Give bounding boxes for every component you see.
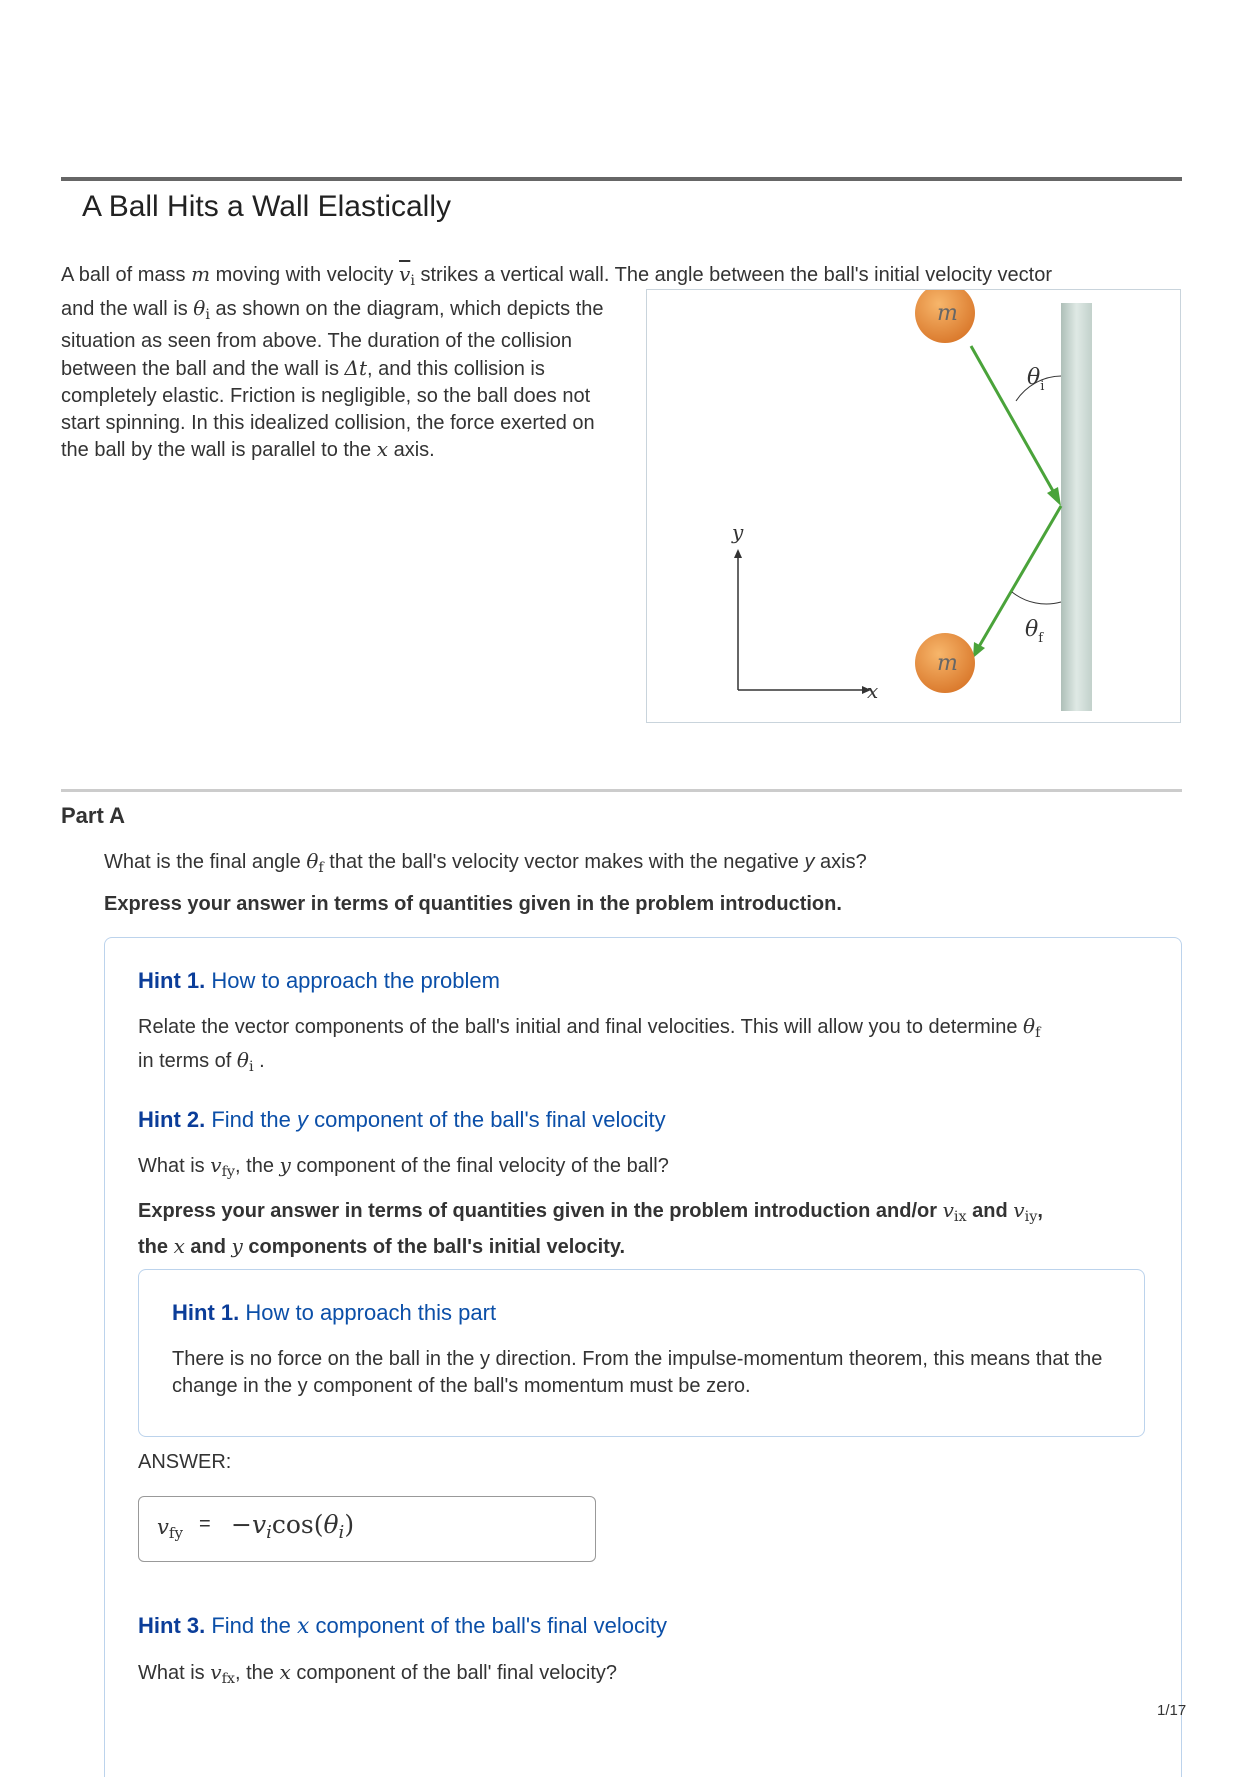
page-title: A Ball Hits a Wall Elastically [82, 190, 451, 223]
theta-f-symbol: $\theta_f$ [306, 849, 324, 877]
y-axis-label: y [732, 520, 744, 544]
theta-f-arc [1012, 592, 1061, 604]
answer-equals: = [199, 1513, 211, 1535]
part-a-rule [61, 789, 1182, 792]
mass-symbol: m [191, 262, 211, 286]
incoming-path [971, 346, 1057, 498]
theta-i-symbol: $\theta_i$ [193, 295, 210, 323]
wall [1061, 303, 1092, 711]
incoming-arrowhead [1047, 487, 1061, 506]
answer-label: ANSWER: [138, 1451, 232, 1473]
title-rule [61, 177, 1182, 181]
hint-3-title[interactable]: Hint 3. Find the x component of the ball's final velocity [138, 1613, 668, 1639]
ball-final-label: m [937, 651, 958, 676]
hint-2-1-title[interactable]: Hint 1. How to approach this part [172, 1300, 497, 1325]
x-axis-label: x [867, 679, 879, 703]
outgoing-path [977, 506, 1061, 650]
theta-i-label: $\theta_i$ [1027, 365, 1045, 394]
hint-1-text: Relate the vector components of the ball's initial and final velocities. This will allow you to determine $\theta_f$ in terms of $\theta_i$ . [138, 1014, 1041, 1076]
answer-value: $-v_i\cos(\theta_i)$ [231, 1510, 355, 1544]
collision-diagram [646, 289, 1181, 723]
theta-f-label: $\theta_f$ [1025, 617, 1044, 646]
hint-2-question: What is $v_{fy}$, the y component of the final velocity of the ball? [138, 1153, 669, 1181]
page-number: 1/17 [1157, 1702, 1187, 1719]
intro-wrapped-text: and the wall is $\theta_i$ as shown on the diagram, which depicts the situation as seen from above. The duration of the collision between the ball and the wall is Δt, and this collision is completely elastic. Friction is negligible, so the ball does not start spinning. In this idealized collision, the force exerted on the ball by the wall is parallel to the x axis. [61, 295, 604, 462]
hint-2-instruction: Express your answer in terms of quantities given in the problem introduction and/or $v_{ix}$ and $v_{iy}$, the x and y components of the ball's initial velocity. [138, 1198, 1043, 1259]
hint-2-title[interactable]: Hint 2. Find the y component of the ball's final velocity [138, 1107, 666, 1132]
y-axis-arrowhead [734, 549, 742, 558]
part-a-question: What is the final angle $\theta_f$ that the ball's velocity vector makes with the negative y axis? [104, 849, 867, 877]
collision-diagram-svg [647, 290, 1180, 722]
hint-3-question: What is $v_{fx}$, the x component of the ball' final velocity? [138, 1660, 618, 1688]
part-a-instruction: Express your answer in terms of quantities given in the problem introduction. [104, 893, 842, 915]
velocity-symbol: $\overline{v}_i$ [399, 262, 415, 290]
part-a-label: Part A [61, 803, 125, 828]
hint-1-title[interactable]: Hint 1. How to approach the problem [138, 968, 500, 993]
hint-2-1-text: There is no force on the ball in the y direction. From the impulse-momentum theorem, this means that the change in the y component of the ball's momentum must be zero. [172, 1348, 1103, 1397]
intro-line-1: A ball of mass m moving with velocity $\overline{v}_i$ strikes a vertical wall. The angle between the ball's initial velocity vector [61, 262, 1053, 290]
delta-t-symbol: Δt [344, 356, 367, 381]
answer-field[interactable] [138, 1496, 596, 1562]
ball-initial-label: m [937, 301, 958, 326]
x-symbol: x [376, 437, 389, 462]
answer-variable: $v_{fy}$ [157, 1515, 184, 1543]
